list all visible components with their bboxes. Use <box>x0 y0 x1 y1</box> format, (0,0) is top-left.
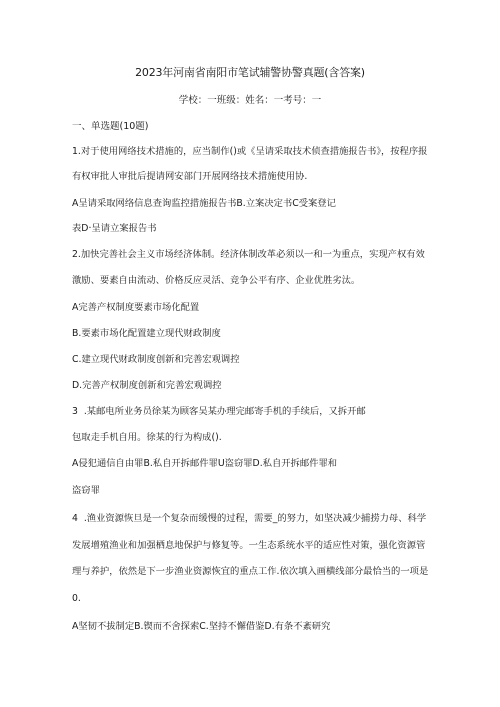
question-4-line-1: 4 .渔业资源恢旦是一个复杂而缓慢的过程，需要_的努力，如坚决减少捕捞力母、科学 <box>72 513 427 524</box>
question-4-line-4: 0. <box>72 593 81 604</box>
question-2-line-2: 激励、要素自由流动、价格反应灵活、竞争公平有序、企业优胜劣汰。 <box>72 275 361 286</box>
question-4-line-2: 发展增殖渔业和加强栖息地保护与修复等。一生态系统水平的适应性对策，强化资源管 <box>72 540 426 551</box>
question-3-options-line-1: A侵犯通信自由罪B.私自开拆邮件罪U盗窃罪D.私自开拆邮件罪和 <box>72 458 338 469</box>
section-heading: 一、单选题(10题) <box>72 121 149 132</box>
question-4-options: A坚韧不拔制定B.锲而不舍探索C.坚持不懈借鉴D.有条不紊研究 <box>72 621 331 632</box>
student-info-line: 学校：一班级：姓名：一考号：一 <box>178 95 322 106</box>
question-1-options-line-1: A呈请采取网络信息查询监控措施报告书B.立案决定书C受案登记 <box>72 198 336 209</box>
question-3-line-2: 包取走手机自用。徐某的行为构成(). <box>72 432 222 443</box>
question-2-option-c: C.建立现代财政制度创新和完善宏观调控 <box>72 354 240 365</box>
question-1-line-2: 有权审批人审批后提请网安部门开展网络技术措施使用协. <box>72 171 308 182</box>
question-3-options-line-2: 盗窃罪 <box>72 485 100 496</box>
question-4-line-3: 理与养护，依然是下一步渔业资源恢宜的重点工作.依次填入画横线部分最恰当的一项是 <box>72 566 429 577</box>
question-1-options-line-2: 表D·呈请立案报告书 <box>72 223 157 234</box>
question-3-line-1: 3 .某邮电所业务员徐某为顾客吴某办理完邮寄手机的手续后，又拆开邮 <box>72 406 366 417</box>
question-2-option-b: B.要素市场化配置建立现代财政制度 <box>72 328 221 339</box>
question-2-line-1: 2.加快完善社会主义市场经济体制。经济体制改革必须以一和一为重点，实现产权有效 <box>72 249 425 260</box>
question-1-line-1: 1.对于使用网络技术措施的，应当制作()或《呈请采取技术侦查措施报告书》，按程序报 <box>72 146 428 157</box>
question-2-option-d: D.完善产权制度创新和完善宏观调控 <box>72 380 222 391</box>
document-title: 2023年河南省南阳市笔试辅警协警真题(含答案) <box>135 66 365 79</box>
question-2-option-a: A完善产权制度要素市场化配置 <box>72 302 200 313</box>
